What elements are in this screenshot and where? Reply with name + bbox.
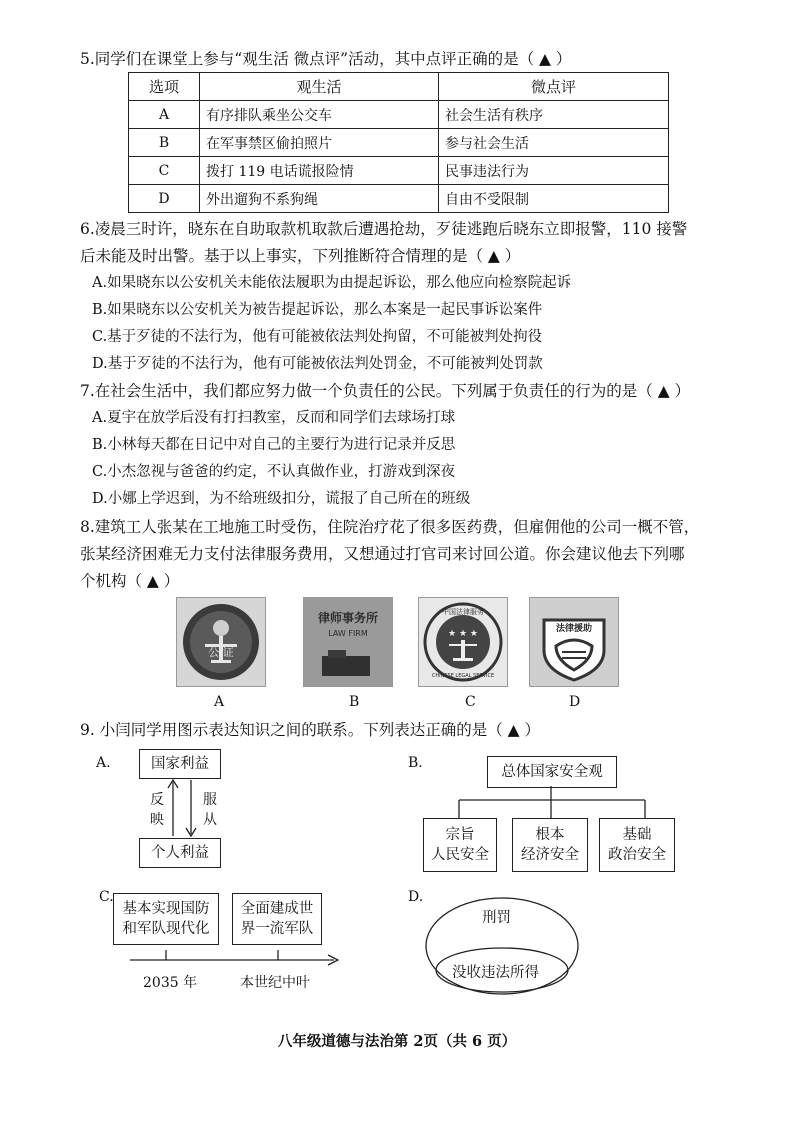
modernization-line2: 和军队现代化 xyxy=(122,921,210,937)
q7-option-b: B.小林每天都在日记中对自己的主要行为进行记录并反思 xyxy=(92,437,456,453)
legal-service-en-text: CHINESE LEGAL SERVICE xyxy=(431,673,495,679)
timeline-2035: 2035 年 xyxy=(143,975,198,991)
national-interest-box: 国家利益 xyxy=(139,749,221,779)
table-row xyxy=(129,129,669,157)
logo-label-d: D xyxy=(569,694,581,710)
legal-aid-logo xyxy=(529,597,619,687)
economic-security-label: 经济安全 xyxy=(521,847,579,863)
foundation-box xyxy=(512,818,588,872)
row-life: 外出遛狗不系狗绳 xyxy=(200,185,439,213)
legal-service-text: 中国法律服务 xyxy=(442,608,484,616)
row-comment: 参与社会生活 xyxy=(439,129,669,157)
row-life: 有序排队乘坐公交车 xyxy=(200,101,439,129)
table-row xyxy=(129,185,669,213)
row-life: 在军事禁区偷拍照片 xyxy=(200,129,439,157)
q6-option-b: B.如果晓东以公安机关为被告提起诉讼，那么本案是一起民事诉讼案件 xyxy=(92,302,543,318)
header-life: 观生活 xyxy=(200,73,439,101)
people-security-label: 人民安全 xyxy=(431,847,489,863)
q9-b-letter: B. xyxy=(408,755,423,771)
law-firm-en-text: LAW FIRM xyxy=(328,629,368,638)
purpose-box xyxy=(423,818,497,872)
q9-a-letter: A. xyxy=(96,755,111,771)
obey-label: 服从 xyxy=(203,792,217,828)
q9-c-letter: C. xyxy=(99,889,114,905)
q6-option-c: C.基于歹徒的不法行为，他有可能被依法判处拘留，不可能被判处拘役 xyxy=(92,329,543,345)
row-letter: C xyxy=(129,157,200,185)
purpose-label: 宗旨 xyxy=(445,827,475,843)
q6-stem-line2: 后未能及时出警。基于以上事实，下列推断符合情理的是（ ▲ ） xyxy=(80,247,521,265)
q8-stem-line2: 张某经济困难无力支付法律服务费用，又想通过打官司来讨回公道。你会建议他去下列哪 xyxy=(80,545,685,563)
timeline-mid-century: 本世纪中叶 xyxy=(240,975,310,991)
basis-box xyxy=(599,818,675,872)
foundation-label: 根本 xyxy=(535,827,565,843)
reflect-label: 反映 xyxy=(150,792,164,828)
page-footer: 八年级道德与法治第 2页（共 6 页） xyxy=(277,1033,517,1050)
world-class-box xyxy=(232,893,322,945)
svg-text:★ ★ ★: ★ ★ ★ xyxy=(448,629,478,639)
row-letter: B xyxy=(129,129,200,157)
q9-stem: 9. 小闫同学用图示表达知识之间的联系。下列表达正确的是（ ▲ ） xyxy=(80,721,540,739)
row-comment: 社会生活有秩序 xyxy=(439,101,669,129)
political-security-label: 政治安全 xyxy=(608,847,666,863)
notary-logo xyxy=(176,597,266,687)
world-class-line2: 界一流军队 xyxy=(240,921,314,937)
row-life: 拨打 119 电话谎报险情 xyxy=(200,157,439,185)
row-comment: 民事违法行为 xyxy=(439,157,669,185)
modernization-box xyxy=(113,893,219,945)
confiscation-label: 没收违法所得 xyxy=(452,965,539,981)
tree-connectors xyxy=(455,786,655,820)
q7-option-a: A.夏宇在放学后没有打扫教室，反而和同学们去球场打球 xyxy=(92,410,456,426)
q8-stem-line1: 8.建筑工人张某在工地施工时受伤，住院治疗花了很多医药费，但雇佣他的公司一概不管， xyxy=(80,518,700,536)
row-letter: D xyxy=(129,185,200,213)
q7-option-c: C.小杰忽视与爸爸的约定，不认真做作业，打游戏到深夜 xyxy=(92,464,456,480)
q6-option-a: A.如果晓东以公安机关未能依法履职为由提起诉讼，那么他应向检察院起诉 xyxy=(92,275,572,291)
world-class-line1: 全面建成世 xyxy=(240,901,314,917)
logo-label-b: B xyxy=(349,694,360,710)
timeline xyxy=(128,950,344,970)
law-firm-text: 律师事务所 xyxy=(317,611,379,625)
legal-service-logo xyxy=(418,597,508,687)
q5-stem: 5.同学们在课堂上参与“观生活 微点评”活动，其中点评正确的是（ ▲ ） xyxy=(80,50,572,68)
q6-option-d: D.基于歹徒的不法行为，他有可能被依法判处罚金，不可能被判处罚款 xyxy=(92,356,543,372)
modernization-line1: 基本实现国防 xyxy=(122,901,210,917)
q7-stem: 7.在社会生活中，我们都应努力做一个负责任的公民。下列属于负责任的行为的是（ ▲ ） xyxy=(80,382,691,400)
row-letter: A xyxy=(129,101,200,129)
q7-option-d: D.小娜上学迟到，为不给班级扣分，谎报了自己所在的班级 xyxy=(92,491,471,507)
logo-label-c: C xyxy=(465,694,476,710)
penalty-label: 刑罚 xyxy=(482,910,511,926)
table-row xyxy=(129,157,669,185)
personal-interest-box: 个人利益 xyxy=(139,838,221,868)
security-concept-box: 总体国家安全观 xyxy=(487,756,617,788)
q9-d-letter: D. xyxy=(408,889,424,905)
q8-stem-line3: 个机构（ ▲ ） xyxy=(80,572,180,590)
bidirectional-arrows xyxy=(165,778,199,838)
q5-table xyxy=(128,72,669,213)
table-header-row xyxy=(129,73,669,101)
basis-label: 基础 xyxy=(622,827,652,843)
law-firm-logo xyxy=(303,597,393,687)
table-row xyxy=(129,101,669,129)
header-option: 选项 xyxy=(129,73,200,101)
header-comment: 微点评 xyxy=(439,73,669,101)
q6-stem-line1: 6.凌晨三时许，晓东在自助取款机取款后遭遇抢劫，歹徒逃跑后晓东立即报警，110 接警 xyxy=(80,220,688,238)
legal-aid-text: 法律援助 xyxy=(555,624,593,634)
notary-logo-text: 公 证 xyxy=(208,646,234,659)
logo-label-a: A xyxy=(214,694,225,710)
row-comment: 自由不受限制 xyxy=(439,185,669,213)
